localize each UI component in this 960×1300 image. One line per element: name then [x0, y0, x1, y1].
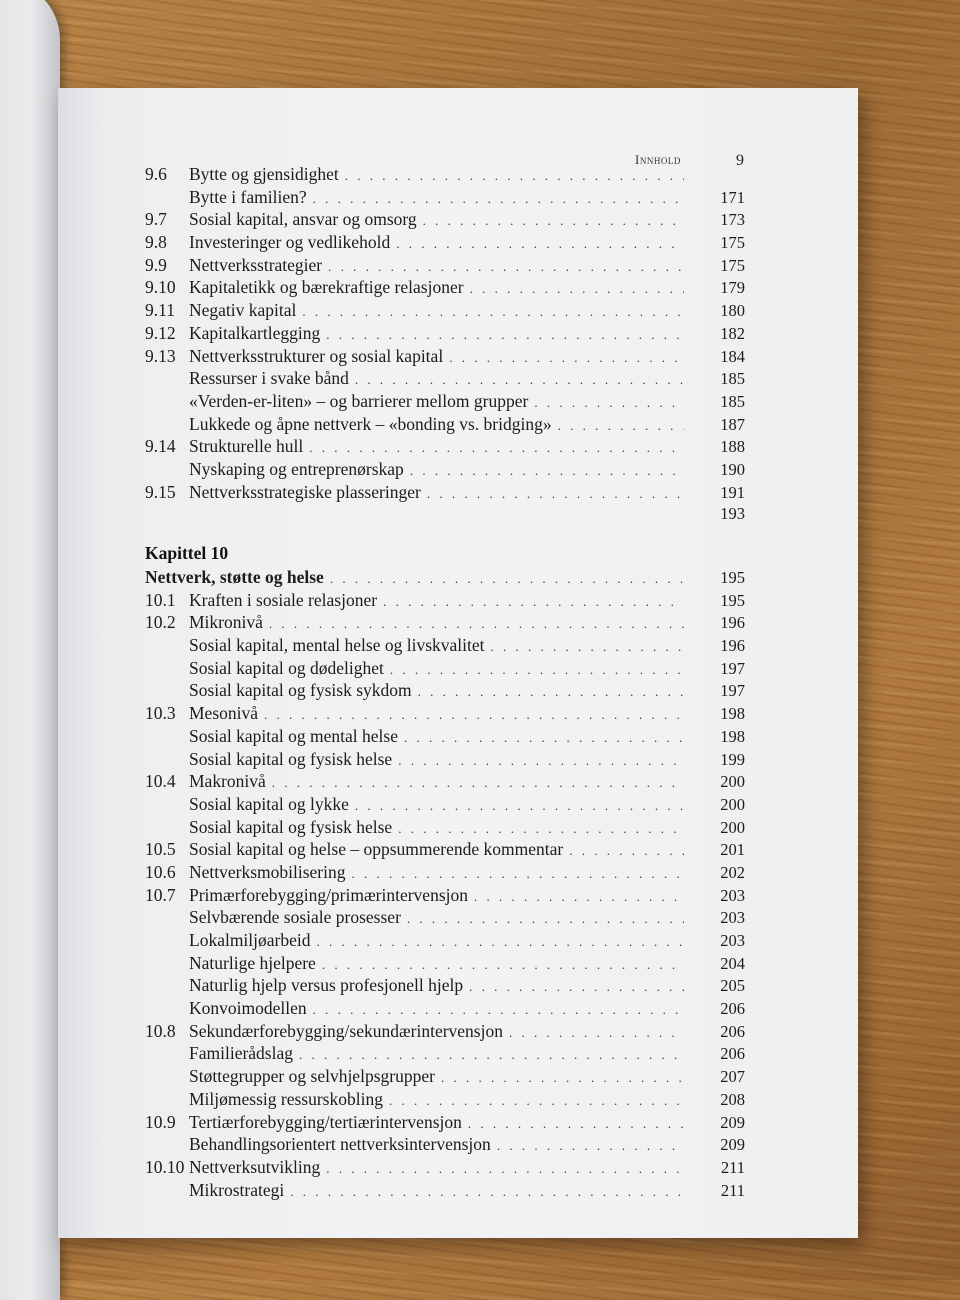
entry-title: Miljømessig ressurskobling [189, 1088, 383, 1109]
entry-title: Bytte og gjensidighet [189, 164, 339, 184]
entry-page: 200 [720, 817, 745, 837]
toc-entry [145, 208, 745, 231]
dot-leader [313, 999, 684, 1022]
entry-title: Lokalmiljøarbeid [189, 930, 311, 950]
toc-entry [145, 345, 745, 368]
dot-leader [470, 278, 684, 301]
entry-page: 209 [720, 1112, 745, 1132]
entry-title: Nettverksutvikling [189, 1156, 321, 1177]
entry-number: 10.7 [145, 884, 176, 905]
entry-title: Sosial kapital og fysisk helse [189, 748, 393, 769]
entry-number: 9.10 [145, 277, 176, 298]
entry-title: Investeringer og vedlikehold [189, 232, 391, 253]
dot-leader [558, 415, 684, 438]
dot-leader [389, 1090, 684, 1113]
entry-title: Naturlig hjelp versus profesjonell hjelp [189, 975, 464, 996]
entry-title: Negativ kapital [189, 300, 297, 321]
entry-page: 211 [720, 1157, 745, 1177]
toc-entry [145, 1042, 745, 1065]
entry-page: 180 [720, 301, 745, 321]
toc-entry [145, 952, 745, 975]
entry-page: 171 [720, 187, 745, 207]
entry-number: 10.8 [145, 1020, 176, 1041]
toc-entry [145, 816, 745, 839]
dot-leader [345, 165, 684, 188]
dot-leader [491, 636, 684, 659]
entry-page: 208 [720, 1089, 745, 1109]
dot-leader [330, 568, 684, 591]
toc-entry [145, 322, 745, 345]
toc-entry [145, 838, 745, 861]
entry-number: 10.6 [145, 861, 176, 882]
entry-page: 200 [720, 794, 745, 814]
entry-title: Tertiærforebygging/tertiærintervensjon [189, 1111, 462, 1132]
entry-number: 10.2 [145, 612, 176, 633]
entry-title: Selvbærende sosiale prosesser [189, 907, 401, 928]
toc-entry [145, 254, 745, 277]
entry-number: 9.14 [145, 436, 176, 457]
dot-leader [313, 188, 684, 211]
entry-page: 179 [720, 278, 745, 298]
toc-entry [145, 884, 745, 907]
toc-entry [145, 725, 745, 748]
entry-title: Kapitalkartlegging [189, 322, 321, 343]
facing-page-edge [0, 0, 60, 1300]
toc-entry [145, 929, 745, 952]
entry-number: 10.9 [145, 1111, 176, 1132]
toc-entry [145, 458, 745, 481]
chapter-page: 195 [720, 568, 745, 587]
entry-number: 9.9 [145, 254, 167, 275]
dot-leader [355, 795, 684, 818]
dot-leader [468, 1113, 684, 1136]
dot-leader [355, 369, 684, 392]
dot-leader [534, 392, 684, 415]
entry-page: 197 [720, 658, 745, 678]
entry-page: 206 [720, 1044, 745, 1064]
entry-page: 203 [720, 885, 745, 905]
toc-entry [145, 770, 745, 793]
dot-leader [441, 1067, 684, 1090]
toc-entry [145, 1088, 745, 1111]
dot-leader [309, 437, 684, 460]
entry-number: 10.10 [145, 1156, 185, 1177]
toc-entry [145, 435, 745, 458]
toc-entry [145, 1156, 745, 1179]
dot-leader [474, 886, 684, 909]
entry-page: 204 [720, 953, 745, 973]
dot-leader [272, 772, 684, 795]
entry-page: 202 [720, 862, 745, 882]
entry-title: Mikrostrategi [189, 1179, 285, 1200]
entry-page: 197 [720, 681, 745, 701]
toc-entry [145, 906, 745, 929]
entry-page: 188 [720, 437, 745, 457]
dot-leader [423, 210, 684, 233]
toc-entry [145, 634, 745, 657]
toc-entry [145, 1111, 745, 1134]
dot-leader [410, 460, 684, 483]
entry-title: Nettverksmobilisering [189, 861, 346, 882]
entry-title: Nettverksstrategier [189, 254, 323, 275]
entry-number: 9.8 [145, 232, 167, 253]
dot-leader [302, 301, 684, 324]
entry-number: 10.4 [145, 771, 176, 792]
toc-entry [145, 231, 745, 254]
entry-page: 196 [720, 613, 745, 633]
toc-entry [145, 1179, 745, 1202]
entry-page: 187 [720, 414, 745, 434]
toc-entry [145, 974, 745, 997]
dot-leader [398, 750, 684, 773]
entry-page: 193 [720, 504, 745, 524]
entry-page: 175 [720, 233, 745, 253]
entry-page: 199 [720, 749, 745, 769]
entry-title: Familierådslag [189, 1043, 294, 1064]
entry-title: Behandlingsorientert nettverksintervensjon [189, 1134, 491, 1155]
dot-leader [317, 931, 685, 954]
entry-page: 182 [720, 323, 745, 343]
entry-page: 175 [720, 255, 745, 275]
entry-page: 203 [720, 931, 745, 950]
dot-leader [264, 704, 684, 727]
toc-entry [145, 390, 745, 413]
entry-title: Sosial kapital, mental helse og livskvalitet [189, 635, 485, 656]
dot-leader [398, 818, 684, 841]
entry-page: 191 [720, 482, 745, 502]
toc-entry [145, 748, 745, 771]
toc-section-chapter-9 [145, 163, 745, 526]
running-header-section: Innhold [635, 152, 681, 167]
entry-page: 207 [720, 1067, 745, 1087]
toc-entry [145, 861, 745, 884]
entry-title: Sosial kapital og fysisk helse [189, 816, 393, 837]
entry-title: Makronivå [189, 771, 266, 792]
dot-leader [396, 233, 684, 256]
dot-leader [407, 908, 684, 931]
chapter-label: Kapittel 10 [145, 543, 229, 563]
entry-number: 9.12 [145, 322, 176, 343]
dot-leader [326, 1158, 684, 1181]
entry-page: 201 [720, 840, 745, 860]
dot-leader [326, 324, 684, 347]
entry-title: Kapitaletikk og bærekraftige relasjoner [189, 277, 464, 298]
entry-number: 9.11 [145, 300, 175, 321]
entry-page: 184 [720, 346, 745, 366]
toc-entry [145, 702, 745, 725]
dot-leader [352, 863, 684, 886]
entry-title: Lukkede og åpne nettverk – «bonding vs. bridging» [189, 413, 552, 434]
entry-title: Naturlige hjelpere [189, 952, 316, 973]
entry-page: 206 [720, 999, 745, 1019]
dot-leader [569, 840, 684, 863]
entry-title: Konvoimodellen [189, 998, 307, 1019]
entry-title: Sosial kapital, ansvar og omsorg [189, 209, 417, 230]
toc-entry [145, 657, 745, 680]
entry-page: 185 [720, 369, 745, 389]
entry-page: 195 [720, 590, 745, 610]
entry-title: Sosial kapital og fysisk sykdom [189, 680, 412, 701]
entry-number: 9.13 [145, 345, 176, 366]
dot-leader [427, 483, 684, 506]
dot-leader [322, 954, 684, 977]
entry-page: 196 [720, 636, 745, 656]
entry-page: 190 [720, 459, 745, 479]
toc-entry [145, 793, 745, 816]
toc-entry [145, 1133, 745, 1156]
entry-title: Mesonivå [189, 703, 259, 724]
toc-entry [145, 589, 745, 612]
toc-entry [145, 276, 745, 299]
dot-leader [269, 613, 684, 636]
toc-entry [145, 481, 745, 504]
dot-leader [418, 681, 684, 704]
toc-entry [145, 1020, 745, 1043]
entry-page: 198 [720, 726, 745, 746]
toc-entry [145, 503, 745, 526]
entry-title: Mikronivå [189, 612, 263, 633]
toc-entry [145, 611, 745, 634]
entry-title: Primærforebygging/primærintervensjon [189, 884, 468, 905]
entry-title: Sosial kapital og helse – oppsummerende kommentar [189, 839, 564, 860]
entry-title: Nettverksstrukturer og sosial kapital [189, 345, 444, 366]
entry-page: 205 [720, 976, 745, 996]
entry-page: 198 [720, 704, 745, 724]
chapter-title: Nettverk, støtte og helse [145, 567, 324, 587]
entry-number: 10.5 [145, 839, 176, 860]
dot-leader [390, 659, 684, 682]
entry-title: Støttegrupper og selvhjelpsgrupper [189, 1066, 435, 1087]
toc-entry [145, 997, 745, 1020]
entry-title: Sosial kapital og mental helse [189, 725, 398, 746]
entry-title: «Verden-er-liten» – og barrierer mellom grupper [189, 390, 529, 411]
entry-page: 185 [720, 391, 745, 411]
entry-number: 10.3 [145, 703, 176, 724]
entry-page: 200 [720, 772, 745, 792]
toc-entry [145, 679, 745, 702]
entry-title: Sekundærforebygging/sekundærintervensjon [189, 1020, 503, 1041]
entry-number: 9.6 [145, 164, 167, 184]
toc-entry [145, 299, 745, 322]
entry-title: Kraften i sosiale relasjoner [189, 589, 378, 610]
dot-leader [383, 591, 684, 614]
entry-number: 9.15 [145, 481, 176, 502]
entry-page: 209 [720, 1135, 745, 1155]
entry-title: Bytte i familien? [189, 186, 307, 207]
dot-leader [290, 1181, 684, 1204]
entry-number: 9.7 [145, 209, 167, 230]
entry-page: 206 [720, 1021, 745, 1041]
toc-entry [145, 1065, 745, 1088]
entry-title: Nettverksstrategiske plasseringer [189, 481, 421, 502]
toc-entry [145, 163, 745, 186]
running-header-page-number: 9 [736, 152, 744, 169]
entry-page: 211 [720, 1180, 745, 1200]
entry-page: 203 [720, 908, 745, 928]
dot-leader [299, 1044, 684, 1067]
toc-entry [145, 186, 745, 209]
dot-leader [449, 347, 684, 370]
entry-number: 10.1 [145, 589, 176, 610]
entry-title: Sosial kapital og lykke [189, 793, 349, 814]
table-of-contents [145, 163, 745, 1201]
dot-leader [509, 1022, 684, 1045]
toc-entry [145, 413, 745, 436]
entry-page: 173 [720, 210, 745, 230]
entry-title: Sosial kapital og dødelighet [189, 657, 384, 678]
dot-leader [328, 256, 684, 279]
toc-entry [145, 367, 745, 390]
dot-leader [497, 1135, 684, 1158]
entry-title: Ressurser i svake bånd [189, 368, 349, 389]
entry-title: Strukturelle hull [189, 436, 304, 457]
entry-title: Nyskaping og entreprenørskap [189, 458, 404, 479]
toc-section-chapter-10 [145, 589, 745, 1202]
dot-leader [469, 976, 684, 999]
dot-leader [404, 727, 684, 750]
chapter-title-row [145, 566, 745, 589]
